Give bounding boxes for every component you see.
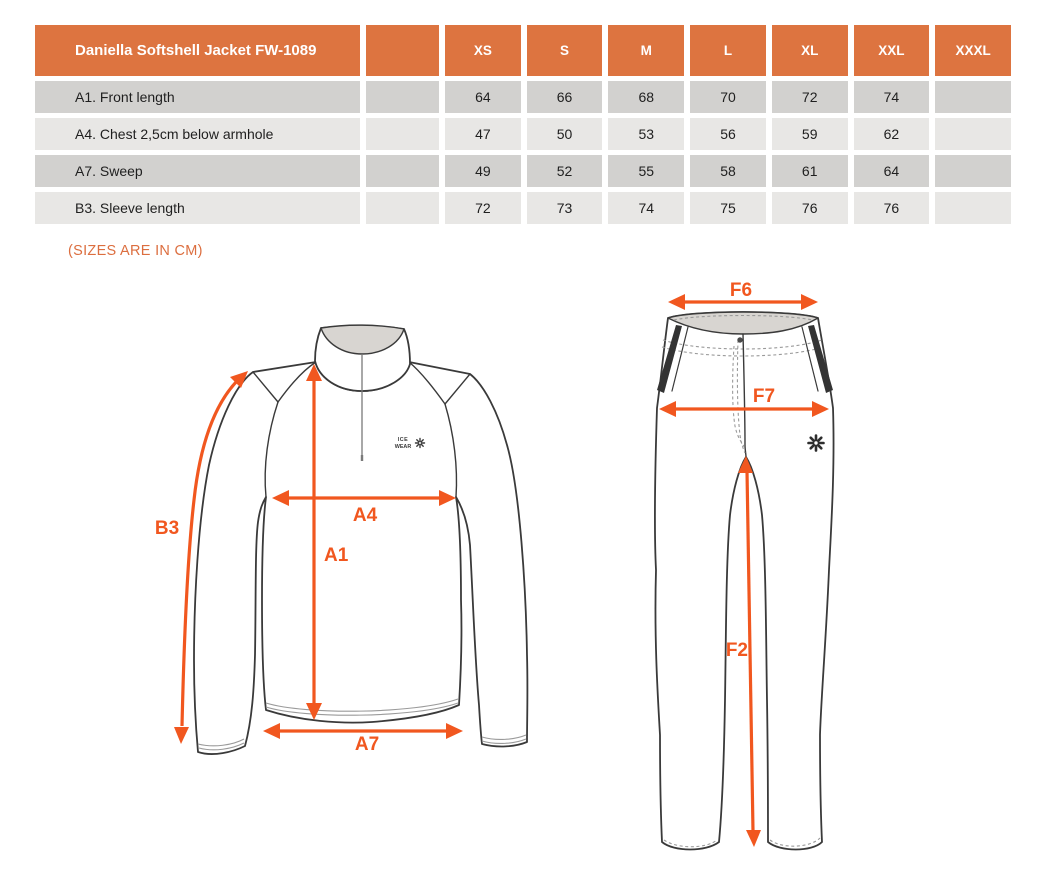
jacket-diagram: [155, 325, 528, 755]
jacket-body-outline: [194, 362, 527, 754]
value-cell: 75: [690, 192, 766, 224]
pants-button: [737, 337, 742, 342]
table-title: Daniella Softshell Jacket FW-1089: [35, 25, 360, 76]
value-cell: 68: [608, 81, 684, 113]
jacket-logo-text-wear: WEAR: [394, 444, 412, 450]
size-column-header-xs: XS: [445, 25, 521, 76]
size-column-header-m: M: [608, 25, 684, 76]
value-cell: 62: [854, 118, 930, 150]
measure-label-b3: B3: [154, 518, 180, 539]
measure-label-f6: F6: [729, 280, 753, 301]
value-cell: 58: [690, 155, 766, 187]
size-column-header-xxl: XXL: [854, 25, 930, 76]
value-cell: 64: [854, 155, 930, 187]
value-cell: 56: [690, 118, 766, 150]
value-cell: 59: [772, 118, 848, 150]
snowflake-icon: [416, 439, 425, 448]
value-cell: 49: [445, 155, 521, 187]
pants-diagram: [655, 280, 834, 850]
measure-arrow-f6: [668, 280, 818, 310]
size-column-header-xxxl: XXXL: [935, 25, 1011, 76]
measure-arrow-f2: [726, 456, 761, 847]
measure-label-a4: A4: [352, 505, 378, 526]
row-label-sleeve-length: B3. Sleeve length: [35, 192, 360, 224]
value-cell: 73: [527, 192, 603, 224]
value-cell: 70: [690, 81, 766, 113]
size-column-header-xl: XL: [772, 25, 848, 76]
row-label-chest: A4. Chest 2,5cm below armhole: [35, 118, 360, 150]
value-cell: 61: [772, 155, 848, 187]
value-cell: 53: [608, 118, 684, 150]
value-cell: 74: [854, 81, 930, 113]
value-cell: 55: [608, 155, 684, 187]
snowflake-icon: [809, 436, 824, 451]
value-cell: 50: [527, 118, 603, 150]
value-cell: 72: [445, 192, 521, 224]
value-cell: 72: [772, 81, 848, 113]
measure-label-f7: F7: [752, 386, 776, 407]
value-cell: 66: [527, 81, 603, 113]
measure-label-a1: A1: [324, 545, 349, 566]
value-cell: 76: [854, 192, 930, 224]
value-cell: 74: [608, 192, 684, 224]
measure-label-a7: A7: [354, 734, 380, 755]
size-column-header-s: S: [527, 25, 603, 76]
value-cell: 52: [527, 155, 603, 187]
jacket-logo-text-ice: ICE: [397, 437, 409, 443]
measure-label-f2: F2: [725, 640, 748, 661]
value-cell: 64: [445, 81, 521, 113]
size-column-header-l: L: [690, 25, 766, 76]
row-label-sweep: A7. Sweep: [35, 155, 360, 187]
row-label-front-length: A1. Front length: [35, 81, 360, 113]
sizes-unit-note: (SIZES ARE IN CM): [68, 243, 203, 259]
measure-arrow-a7: [263, 723, 463, 755]
value-cell: 47: [445, 118, 521, 150]
value-cell: 76: [772, 192, 848, 224]
